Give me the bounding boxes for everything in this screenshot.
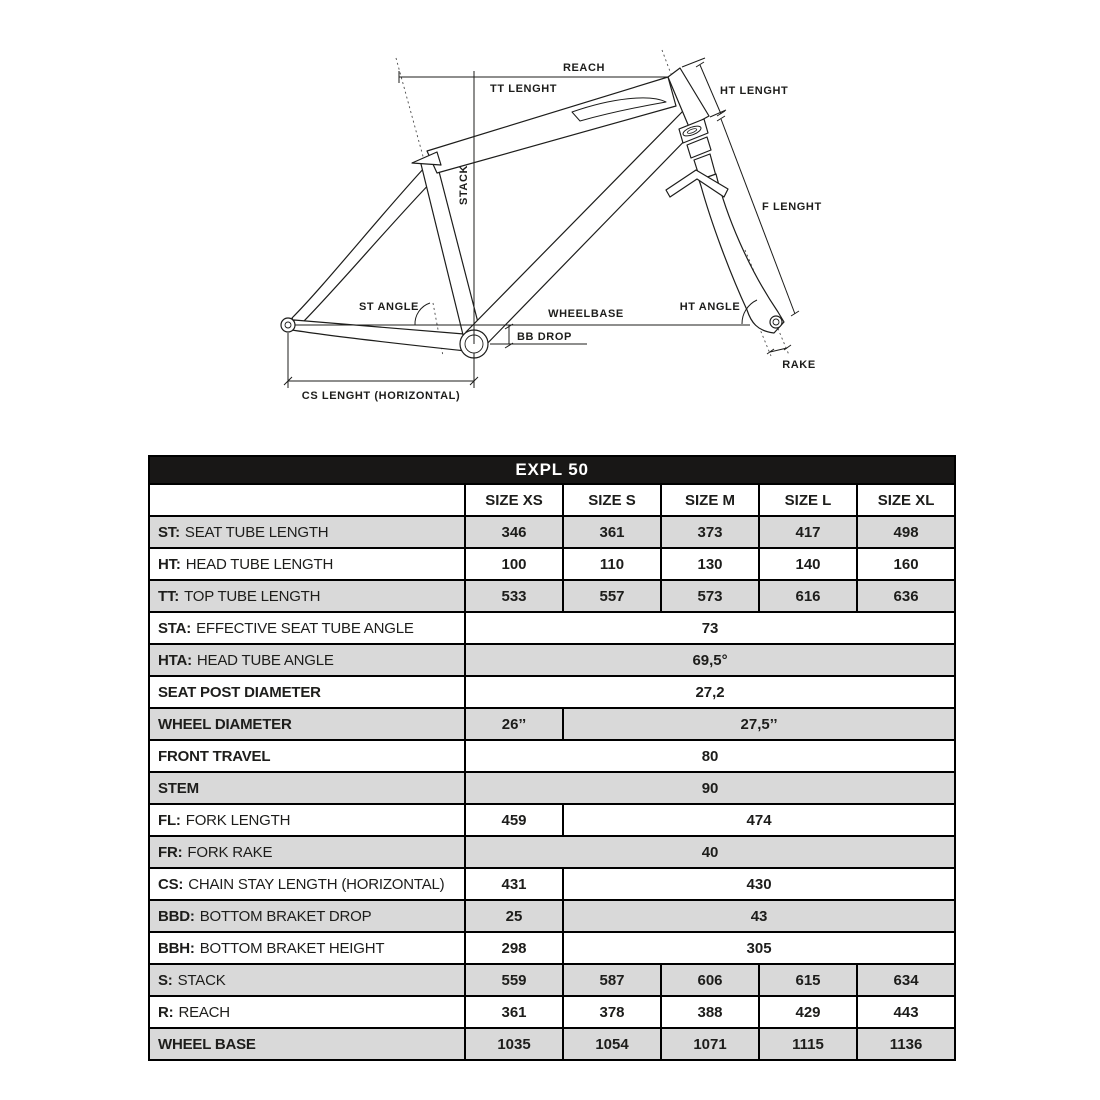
f-length-label: F LENGHT [762,201,822,213]
spec-value: 100 [465,548,563,580]
row-label [149,580,465,612]
spec-value: 1115 [759,1028,857,1060]
spec-value: 388 [661,996,759,1028]
bike-frame-drawing [281,68,784,358]
spec-value: 80 [465,740,955,772]
spec-value: 1035 [465,1028,563,1060]
spec-value: 378 [563,996,661,1028]
spec-row [149,868,955,900]
row-label-prefix: FL: [158,811,181,829]
spec-row [149,964,955,996]
geometry-table [148,455,956,1061]
row-label [149,708,465,740]
row-label-text: STACK [177,971,226,989]
spec-row [149,932,955,964]
row-label [149,548,465,580]
row-label [149,836,465,868]
spec-value: 346 [465,516,563,548]
row-label-text: WHEEL BASE [158,1035,256,1053]
row-label [149,612,465,644]
ht-angle-label: HT ANGLE [679,301,741,313]
spec-row [149,740,955,772]
ht-length-label: HT LENGHT [720,85,789,97]
size-column-header: SIZE S [563,484,661,516]
spec-row [149,772,955,804]
row-label-text: TOP TUBE LENGTH [184,587,321,605]
spec-row [149,580,955,612]
row-label [149,996,465,1028]
row-label-prefix: CS: [158,875,184,893]
spec-value: 40 [465,836,955,868]
rear-dropout-hole [285,322,291,328]
spec-value: 90 [465,772,955,804]
size-column-header: SIZE L [759,484,857,516]
row-label-text: WHEEL DIAMETER [158,715,292,733]
row-label-prefix: FR: [158,843,183,861]
spec-value: 636 [857,580,955,612]
rake-label: RAKE [782,359,816,371]
row-label [149,964,465,996]
table-title: EXPL 50 [149,456,955,484]
bike-geometry-diagram [0,0,1100,452]
row-label [149,868,465,900]
spec-row [149,1028,955,1060]
spec-row [149,548,955,580]
row-label-text: FRONT TRAVEL [158,747,271,765]
spec-row [149,836,955,868]
row-label-text: BOTTOM BRAKET DROP [199,907,372,925]
row-label-text: SEAT TUBE LENGTH [184,523,329,541]
spec-value: 587 [563,964,661,996]
spec-value: 160 [857,548,955,580]
spec-value: 69,5° [465,644,955,676]
spec-value: 431 [465,868,563,900]
size-column-header: SIZE M [661,484,759,516]
row-label-text: STEM [158,779,199,797]
spec-value: 130 [661,548,759,580]
spec-row [149,900,955,932]
seat-tube [420,156,482,347]
row-label-prefix: R: [158,1003,174,1021]
cs-length-label: CS LENGHT (HORIZONTAL) [301,390,461,402]
spec-value: 361 [563,516,661,548]
reach-label: REACH [562,62,606,74]
spec-value: 110 [563,548,661,580]
row-label-text: SEAT POST DIAMETER [158,683,321,701]
row-label-text: CHAIN STAY LENGTH (HORIZONTAL) [188,875,445,893]
row-label [149,740,465,772]
row-label [149,516,465,548]
steering-axis-line-top [662,50,671,74]
spec-value: 459 [465,804,563,836]
row-label-prefix: HTA: [158,651,192,669]
spec-value: 26’’ [465,708,563,740]
spec-row [149,996,955,1028]
row-label [149,1028,465,1060]
size-header-row [149,484,955,516]
row-label [149,900,465,932]
seat-clamp-wedge [412,152,441,165]
row-label-prefix: HT: [158,555,181,573]
bb-drop-label: BB DROP [517,331,572,343]
row-label-prefix: TT: [158,587,180,605]
st-angle-label: ST ANGLE [358,301,420,313]
row-label-text: REACH [178,1003,230,1021]
spec-value: 443 [857,996,955,1028]
spec-value: 498 [857,516,955,548]
spec-value: 417 [759,516,857,548]
size-column-header: SIZE XS [465,484,563,516]
row-label-text: BOTTOM BRAKET HEIGHT [199,939,385,957]
size-column-header: SIZE XL [857,484,955,516]
spec-value: 616 [759,580,857,612]
row-label-prefix: BBH: [158,939,195,957]
spec-value: 1136 [857,1028,955,1060]
row-label [149,772,465,804]
spec-row [149,644,955,676]
spec-value: 557 [563,580,661,612]
spec-value: 298 [465,932,563,964]
empty-header-cell [149,484,465,516]
spec-value: 634 [857,964,955,996]
front-dropout-hole [773,319,779,325]
row-label-text: EFFECTIVE SEAT TUBE ANGLE [196,619,414,637]
spec-value: 43 [563,900,955,932]
spec-row [149,516,955,548]
row-label-prefix: STA: [158,619,192,637]
spec-value: 373 [661,516,759,548]
wheelbase-label: WHEELBASE [548,308,624,320]
table-title-row [149,456,955,484]
spec-value: 140 [759,548,857,580]
spec-value: 27,2 [465,676,955,708]
row-label-prefix: BBD: [158,907,195,925]
seat-tube-axis-line [396,58,424,160]
spec-value: 305 [563,932,955,964]
spec-value: 25 [465,900,563,932]
spec-value: 559 [465,964,563,996]
row-label-text: FORK LENGTH [185,811,291,829]
spec-value: 533 [465,580,563,612]
fork-brace [666,170,728,197]
row-label [149,804,465,836]
spec-value: 429 [759,996,857,1028]
row-label [149,676,465,708]
row-label-text: HEAD TUBE ANGLE [196,651,334,669]
spec-value: 1071 [661,1028,759,1060]
spec-row [149,676,955,708]
row-label [149,644,465,676]
spec-value: 430 [563,868,955,900]
row-label-text: HEAD TUBE LENGTH [185,555,334,573]
spec-value: 573 [661,580,759,612]
stack-label: STACK [458,164,470,206]
spec-row [149,612,955,644]
spec-row [149,708,955,740]
spec-value: 606 [661,964,759,996]
row-label-prefix: ST: [158,523,180,541]
spec-value: 73 [465,612,955,644]
row-label-prefix: S: [158,971,173,989]
spec-row [149,804,955,836]
spec-value: 1054 [563,1028,661,1060]
spec-value: 474 [563,804,955,836]
spec-value: 27,5’’ [563,708,955,740]
tt-length-label: TT LENGHT [490,83,558,95]
row-label-text: FORK RAKE [187,843,273,861]
spec-value: 361 [465,996,563,1028]
row-label [149,932,465,964]
spec-value: 615 [759,964,857,996]
